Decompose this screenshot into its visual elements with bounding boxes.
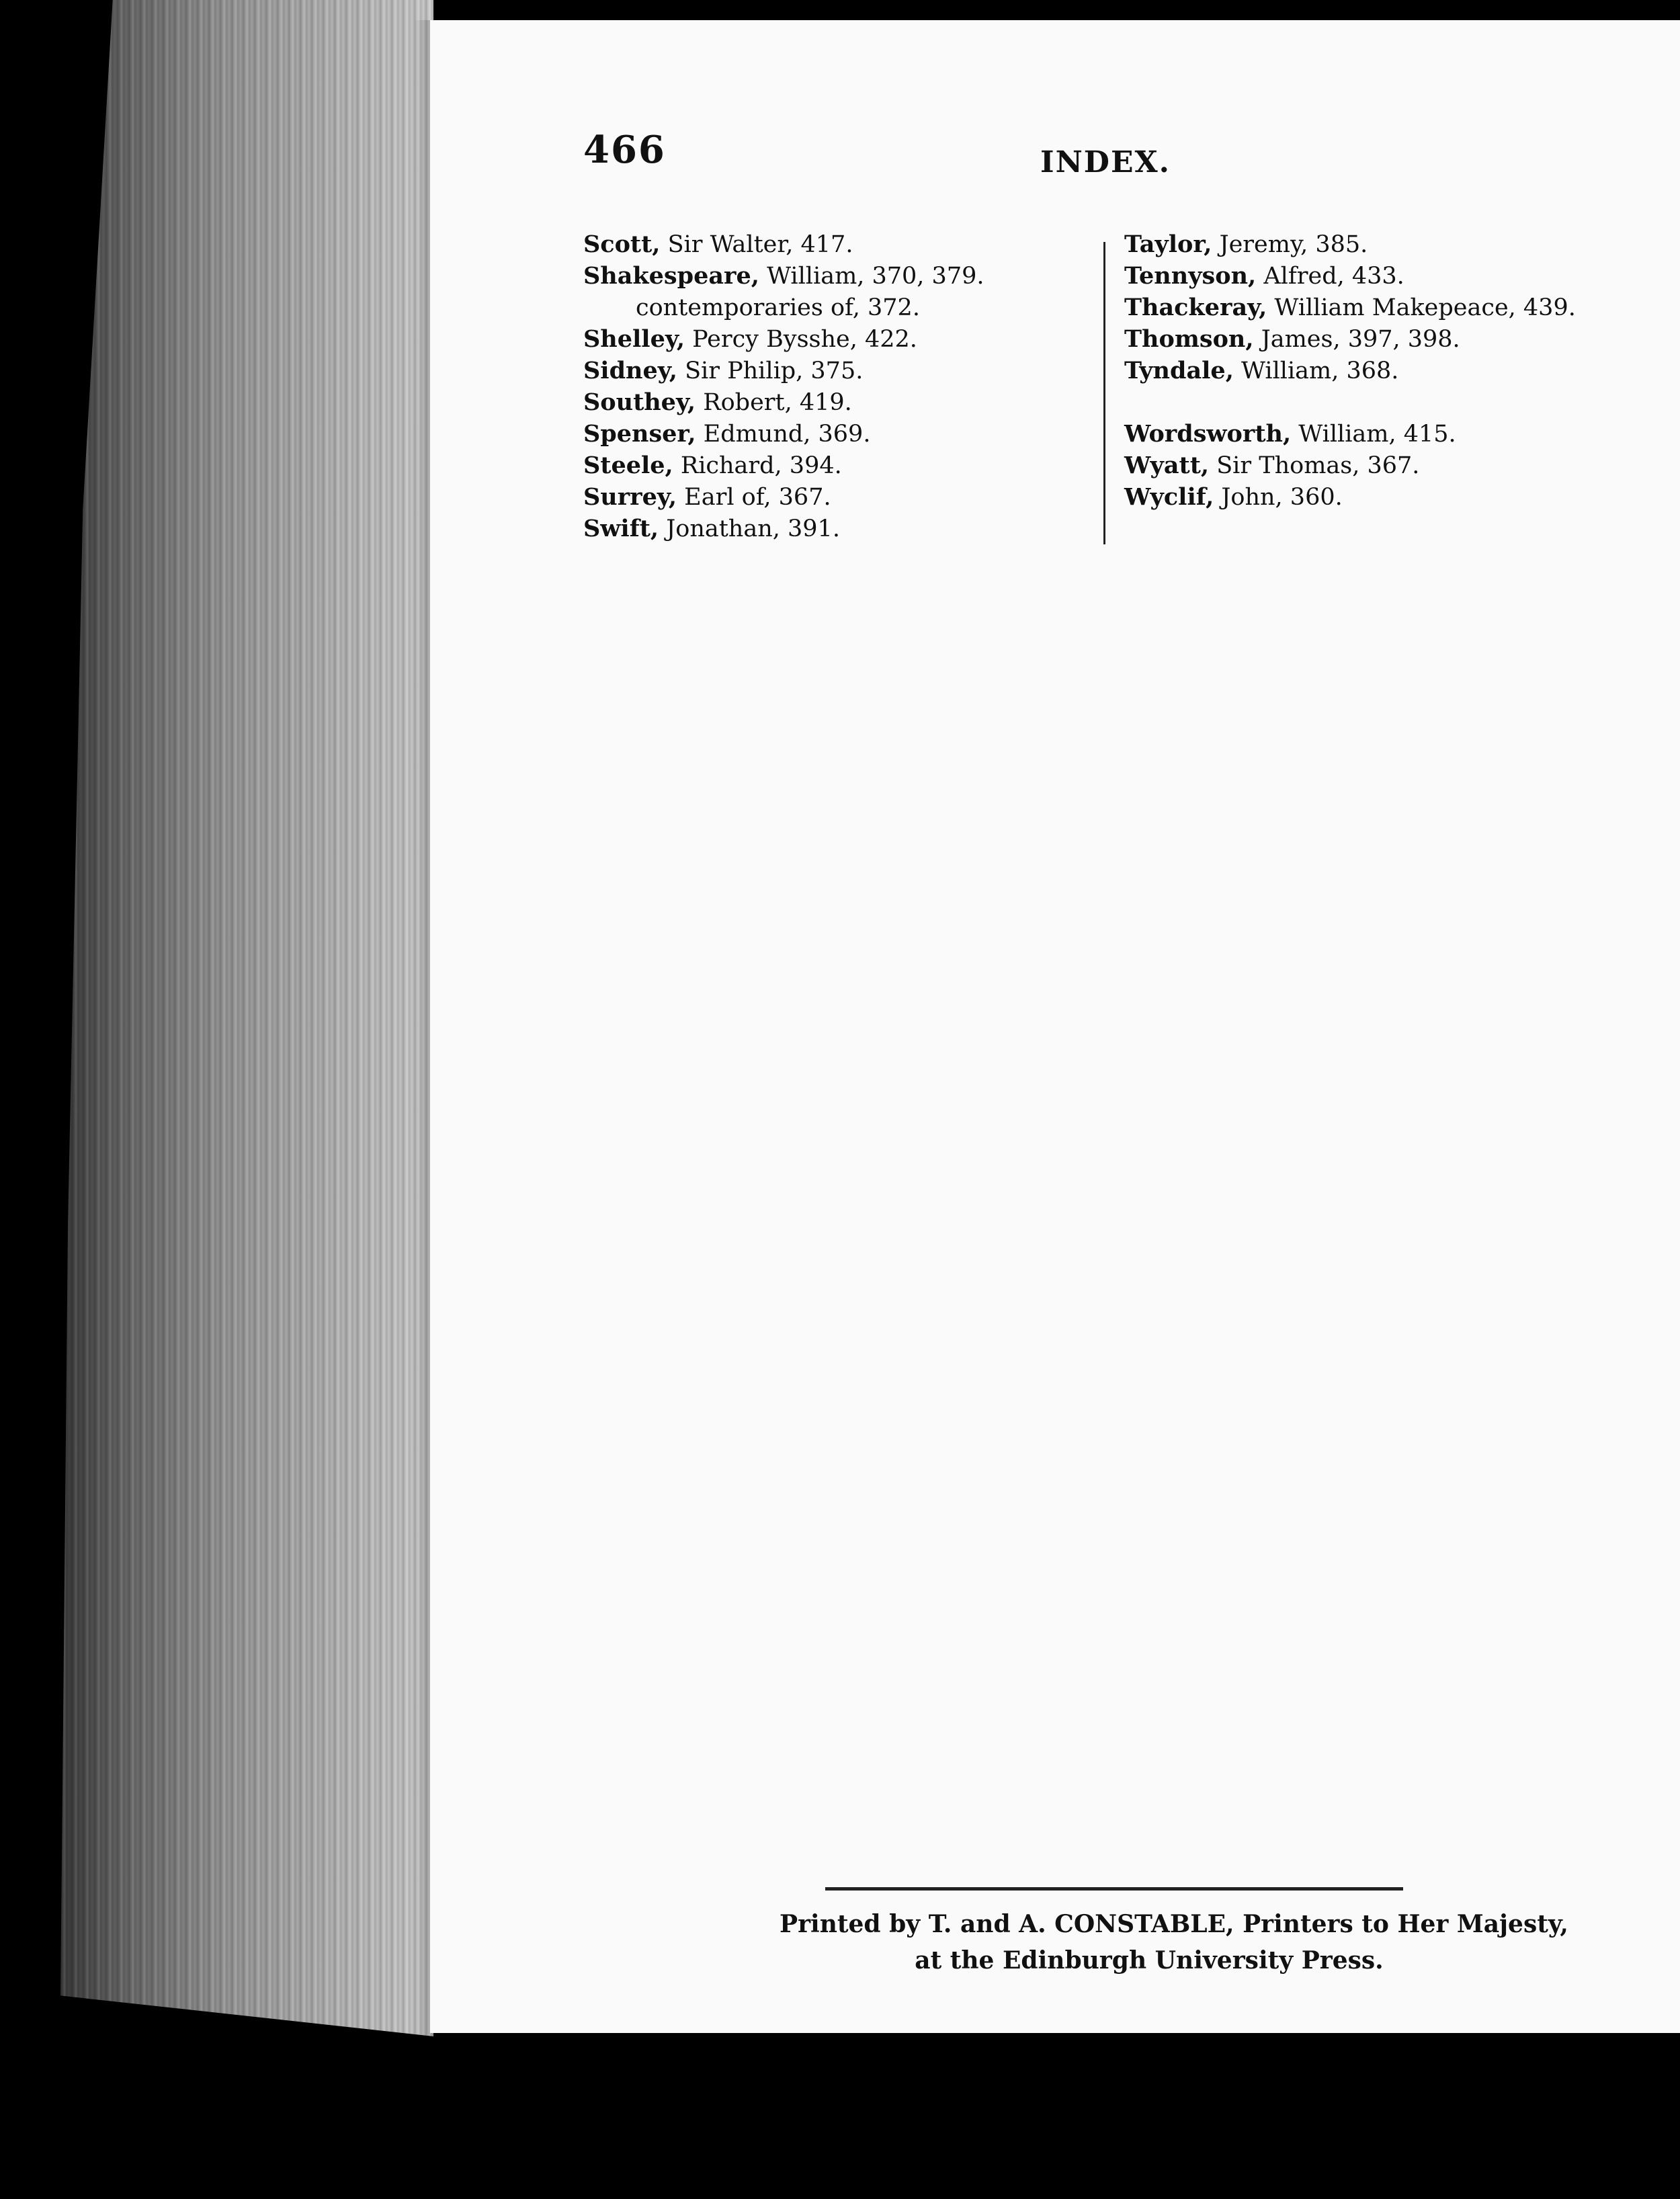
- index-entry: Southey, Robert, 419.: [583, 388, 852, 416]
- index-entry: Tyndale, William, 368.: [1124, 357, 1399, 384]
- index-entry: Scott, Sir Walter, 417.: [583, 231, 853, 258]
- column-divider-rule: [1103, 242, 1105, 544]
- printer-imprint-line-1: Printed by T. and A. CONSTABLE, Printers to Her Majesty,: [780, 1910, 1568, 1938]
- book-page-edges: [60, 0, 433, 2036]
- page-number: 466: [583, 128, 666, 172]
- index-entry: Sidney, Sir Philip, 375.: [583, 357, 864, 384]
- index-entry: Wordsworth, William, 415.: [1124, 420, 1456, 448]
- index-entry: Wyatt, Sir Thomas, 367.: [1124, 452, 1420, 479]
- index-entry: Thackeray, William Makepeace, 439.: [1124, 294, 1576, 321]
- running-head: INDEX.: [1040, 145, 1171, 179]
- index-entry: Thomson, James, 397, 398.: [1124, 325, 1460, 353]
- index-column-right: [1124, 229, 1576, 513]
- index-entry: Tennyson, Alfred, 433.: [1124, 262, 1404, 290]
- index-entry: Shelley, Percy Bysshe, 422.: [583, 325, 917, 353]
- index-entry: Swift, Jonathan, 391.: [583, 515, 840, 542]
- index-entry: Steele, Richard, 394.: [583, 452, 842, 479]
- book-page: [430, 20, 1680, 2033]
- index-entry: Spenser, Edmund, 369.: [583, 420, 871, 448]
- footer-rule: [825, 1887, 1403, 1891]
- printer-imprint-line-2: at the Edinburgh University Press.: [915, 1946, 1384, 1975]
- index-subentry: contemporaries of, 372.: [636, 294, 920, 321]
- index-entry: Wyclif, John, 360.: [1124, 483, 1343, 511]
- index-entry: Surrey, Earl of, 367.: [583, 483, 831, 511]
- index-entry: Shakespeare, William, 370, 379.: [583, 262, 984, 290]
- index-column-left: [583, 229, 984, 544]
- index-entry: Taylor, Jeremy, 385.: [1124, 231, 1368, 258]
